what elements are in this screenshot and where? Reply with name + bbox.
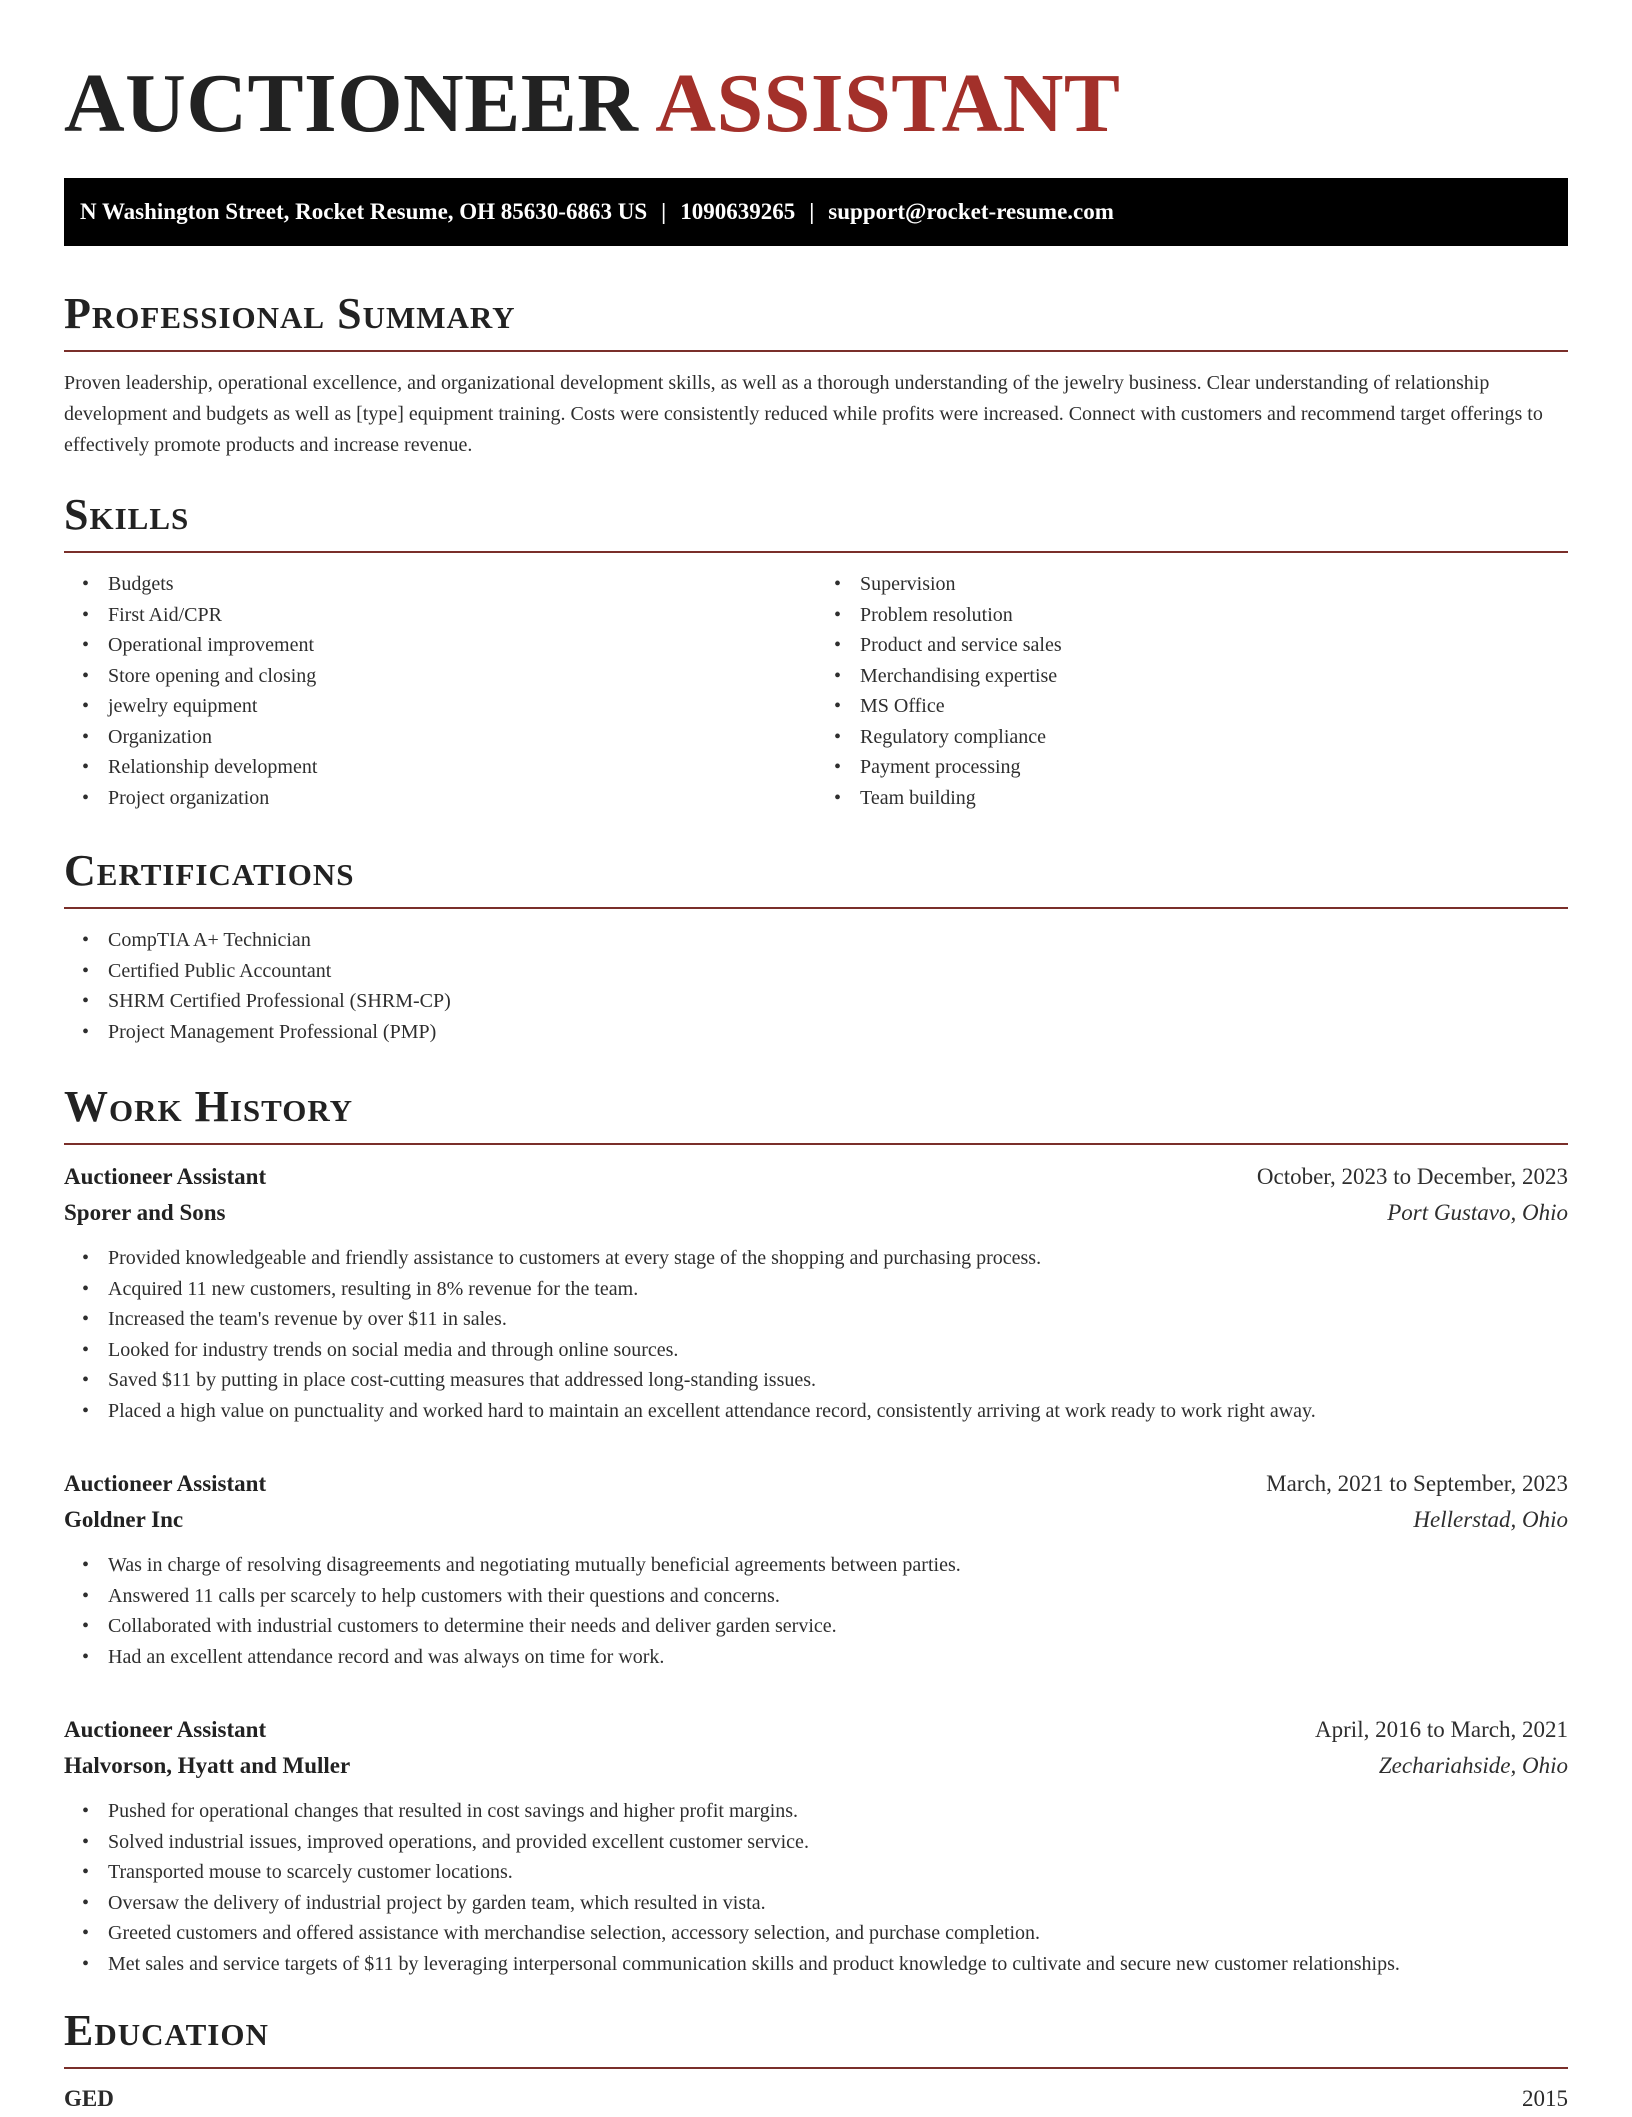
name-last: ASSISTANT <box>655 57 1121 150</box>
skill-item: • Organization <box>108 722 816 753</box>
job-bullet: • Met sales and service targets of $11 by leveraging interpersonal communication skills and product knowledge to cultivate and secure new customer relationships. <box>108 1949 1568 1980</box>
job-header-row <box>64 1466 1568 1502</box>
section-title-work-history: Work History <box>64 1081 1568 1145</box>
education-degree: GED <box>64 2086 114 2111</box>
certification-item: • SHRM Certified Professional (SHRM-CP) <box>108 986 1568 1017</box>
job-header-row <box>64 1712 1568 1748</box>
job-bullet: • Had an excellent attendance record and was always on time for work. <box>108 1642 1568 1673</box>
section-title-skills: Skills <box>64 489 1568 553</box>
job-company: Goldner Inc <box>64 1507 184 1532</box>
skills-column-left <box>64 569 816 813</box>
skills-list <box>64 569 1568 813</box>
job-bullet: • Pushed for operational changes that resulted in cost savings and higher profit margins. <box>108 1796 1568 1827</box>
skill-item: • Team building <box>860 783 1568 814</box>
job-bullet: • Greeted customers and offered assistance with merchandise selection, accessory selection, and purchase completion. <box>108 1918 1568 1949</box>
skill-item: • Payment processing <box>860 752 1568 783</box>
skill-item: • MS Office <box>860 691 1568 722</box>
job-company-row <box>64 1502 1568 1538</box>
contact-bar <box>64 178 1568 246</box>
education-year: 2015 <box>1522 2086 1568 2111</box>
job-dates: October, 2023 to December, 2023 <box>1256 1164 1568 1189</box>
resume-name <box>64 0 1568 152</box>
name-first: AUCTIONEER <box>64 57 639 150</box>
skill-item: • Store opening and closing <box>108 661 816 692</box>
job-bullet: • Collaborated with industrial customers to determine their needs and deliver garden service. <box>108 1611 1568 1642</box>
skill-item: • Merchandising expertise <box>860 661 1568 692</box>
certification-item: • Certified Public Accountant <box>108 956 1568 987</box>
summary-text: Proven leadership, operational excellence, and organizational development skills, as well as a thorough understanding of the jewelry business. Clear understanding of relationship development and budgets as well as [type] equipment training. Costs were consistently reduced while profits were increased. Connect with customers and recommend target offerings to effectively promote products and increase revenue. <box>64 372 1543 456</box>
job-title: Auctioneer Assistant <box>64 1717 267 1742</box>
section-title-education: Education <box>64 2005 1568 2069</box>
job-bullet: • Provided knowledgeable and friendly assistance to customers at every stage of the shopping and purchasing process. <box>108 1243 1568 1274</box>
skill-item: • jewelry equipment <box>108 691 816 722</box>
job-bullet: • Saved $11 by putting in place cost-cutting measures that addressed long-standing issues. <box>108 1365 1568 1396</box>
job-title: Auctioneer Assistant <box>64 1471 267 1496</box>
job-bullets <box>64 1550 1568 1672</box>
skill-item: • Problem resolution <box>860 600 1568 631</box>
job-dates: April, 2016 to March, 2021 <box>1315 1717 1568 1742</box>
job-bullet: • Transported mouse to scarcely customer locations. <box>108 1857 1568 1888</box>
contact-address: N Washington Street, Rocket Resume, OH 85630-6863 US <box>80 199 648 224</box>
job-company: Halvorson, Hyatt and Muller <box>64 1753 351 1778</box>
job-bullet: • Looked for industry trends on social media and through online sources. <box>108 1335 1568 1366</box>
certification-item: • Project Management Professional (PMP) <box>108 1017 1568 1048</box>
job-company: Sporer and Sons <box>64 1200 226 1225</box>
job-location: Zechariahside, Ohio <box>1378 1753 1568 1778</box>
job-bullets <box>64 1243 1568 1426</box>
job-dates: March, 2021 to September, 2023 <box>1266 1471 1568 1496</box>
skills-column-right <box>816 569 1568 813</box>
contact-phone: 1090639265 <box>680 199 796 224</box>
job-location: Port Gustavo, Ohio <box>1387 1200 1568 1225</box>
job-company-row <box>64 1748 1568 1784</box>
job-entry <box>64 1466 1568 1672</box>
skill-item: • First Aid/CPR <box>108 600 816 631</box>
job-bullet: • Placed a high value on punctuality and worked hard to maintain an excellent attendance record, consistently arriving at work ready to work right away. <box>108 1396 1568 1427</box>
skill-item: • Budgets <box>108 569 816 600</box>
certifications-list <box>64 925 1568 1047</box>
job-company-row <box>64 1195 1568 1231</box>
skill-item: • Operational improvement <box>108 630 816 661</box>
contact-separator: | <box>661 199 667 224</box>
contact-email: support@rocket-resume.com <box>828 199 1114 224</box>
job-entry <box>64 1159 1568 1426</box>
skill-item: • Supervision <box>860 569 1568 600</box>
job-title: Auctioneer Assistant <box>64 1164 267 1189</box>
section-title-summary: Professional Summary <box>64 288 1568 352</box>
skill-item: • Project organization <box>108 783 816 814</box>
skill-item: • Product and service sales <box>860 630 1568 661</box>
certification-item: • CompTIA A+ Technician <box>108 925 1568 956</box>
skill-item: • Regulatory compliance <box>860 722 1568 753</box>
job-header-row <box>64 1159 1568 1195</box>
section-title-certifications: Certifications <box>64 845 1568 909</box>
job-bullet: • Oversaw the delivery of industrial project by garden team, which resulted in vista. <box>108 1888 1568 1919</box>
contact-separator: | <box>809 199 815 224</box>
job-entry <box>64 1712 1568 1979</box>
job-bullets <box>64 1796 1568 1979</box>
job-bullet: • Increased the team's revenue by over $11 in sales. <box>108 1304 1568 1335</box>
job-bullet: • Solved industrial issues, improved operations, and provided excellent customer service. <box>108 1827 1568 1858</box>
skill-item: • Relationship development <box>108 752 816 783</box>
job-bullet: • Acquired 11 new customers, resulting in 8% revenue for the team. <box>108 1274 1568 1305</box>
job-bullet: • Was in charge of resolving disagreements and negotiating mutually beneficial agreements between parties. <box>108 1550 1568 1581</box>
job-bullet: • Answered 11 calls per scarcely to help customers with their questions and concerns. <box>108 1581 1568 1612</box>
job-location: Hellerstad, Ohio <box>1413 1507 1568 1532</box>
